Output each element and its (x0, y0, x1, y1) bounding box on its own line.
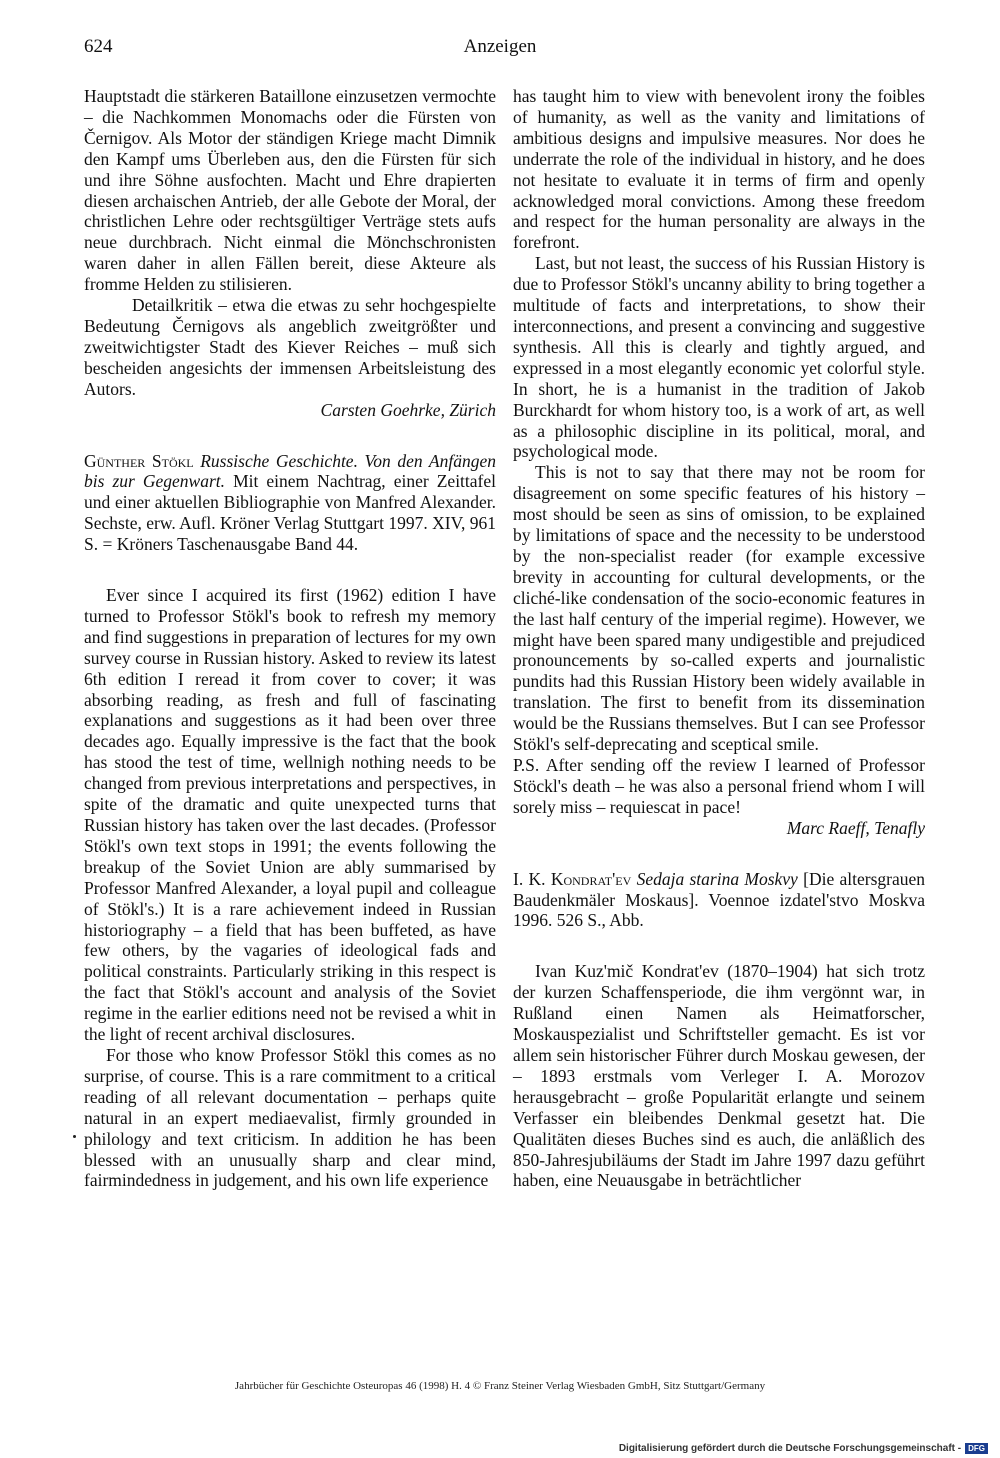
page-number: 624 (84, 36, 113, 57)
spacer (84, 555, 496, 585)
paragraph: has taught him to view with benevolent irony the foibles of humanity, as well as the vanity and limitations of ambitious designs and impulsive measures. Nor does he underrate the role of the individual in history, and he does not hesitate to evaluate it in terms of firm and openly acknowledged moral convictions. Among these freedom and respect for the human personality are always in the forefront. (513, 86, 925, 253)
credit-text: Digitalisierung gefördert durch die Deutsche Forschungsgemeinschaft - (618, 1443, 962, 1454)
entry-details: Mit einem Nachtrag, einer Zeittafel und einer aktuellen Bibliographie von Manfred Alexander. Sechste, erw. Aufl. Kröner Verlag Stuttgart 1997. XIV, 961 S. = Kröners Taschenausgabe Band 44. (84, 471, 497, 555)
postscript: P.S. After sending off the review I learned of Professor Stöckl's death – he was also a personal friend whom I will sorely miss – requiescat in pace! (513, 755, 925, 817)
digitization-credit (619, 1443, 988, 1454)
scan-speck (73, 1135, 76, 1138)
review-entry-heading (513, 869, 925, 932)
paragraph: Hauptstadt die stärkeren Bataillone einzusetzen vermochte – die Nachkommen Monomachs oder die Fürsten von Černigov. Als Motor der ständigen Kriege macht Dimnik den Kampf ums Überleben aus, den die Fürsten für sich und ihre Söhne ausfochten. Macht und Ehre drapierten diesen archaischen Antrieb, der alle Gebote der Moral, der christlichen Lehre oder rechtsgültiger Verträge stets aufs neue durchbrach. Nicht einmal die Mönchschronisten waren daher in allen Fällen bereit, diese Akteure als fromme Helden zu stilisieren. (84, 86, 496, 295)
dfg-logo-icon: DFG (965, 1443, 988, 1454)
entry-author: Günther Stökl (84, 450, 194, 471)
paragraph: This is not to say that there may not be room for disagreement on some specific features of his history – most should be seen as sins of omission, to be explained by limitations of space and the necessity to be understood by the non-specialist reader (for example excessive brevity in accounting for cultural developments, or the cliché-like condensation of the socio-economic features in the last half century of the imperial regime). However, we might have been spared many undigestible and prejudiced pronouncements by so-called experts and journalistic pundits had this Russian History been widely available in translation. The first to benefit from its dissemination would be the Russians themselves. But I can see Professor Stökl's self-deprecating and sceptical smile. (513, 462, 925, 755)
right-column (513, 86, 925, 1191)
entry-author: Kondrat'ev (550, 868, 632, 889)
paragraph: Ever since I acquired its first (1962) edition I have turned to Professor Stökl's book to refresh my memory and find suggestions in preparation of lectures for my own survey course in Russian history. Asked to review its latest 6th edition I reread it from cover to cover; it was absorbing reading, as fresh and full of fascinating explanations and suggestions as it had been over three decades ago. Equally impressive is the fact that the book has stood the test of time, wellnigh nothing needs to be changed from previous interpretations and perspectives, in spite of the dramatic and quite unexpected turns that Russian history has taken over the last decades. (Professor Stökl's own text stops in 1991; the events following the breakup of the Soviet Union are ably summarised by Professor Manfred Alexander, a loyal pupil and colleague of Stökl's.) It is a rare achievement indeed in Russian historiography – a field that has been buffeted, as have few others, by the vagaries of ideological fads and political constraints. Particularly striking in this respect is the fact that Stökl's account and analysis of the Soviet regime in the earlier editions need not be revised a whit in the light of recent archival disclosures. (84, 585, 496, 1045)
paragraph: For those who know Professor Stökl this comes as no surprise, of course. This is a rare commitment to a critical reading of all relevant documentation – perhaps quite natural in an expert mediaevalist, firmly grounded in philology and text criticism. In addition he has been blessed with an unusually sharp and clear mind, fairmindedness in judgement, and his own life experience (84, 1044, 496, 1191)
review-signature: Carsten Goehrke, Zürich (320, 399, 496, 420)
running-title: Anzeigen (463, 36, 537, 57)
review-entry-heading (84, 451, 496, 556)
paragraph: Last, but not least, the success of his Russian History is due to Professor Stökl's uncanny ability to bring together a multitude of facts and interpretations, to show their interconnections, and present a convincing and suggestive synthesis. All this is clearly and tightly argued, and expressed in a most elegantly economic yet colorful style. In short, he is a humanist in the tradition of Jakob Burckhardt for whom history too, is a work of art, as well as a philosophic discipline in its political, moral, and psychological mode. (513, 253, 925, 462)
spacer (84, 421, 496, 451)
journal-footer: Jahrbücher für Geschichte Osteuropas 46 (1998) H. 4 © Franz Steiner Verlag Wiesbaden GmbH, Sitz Stuttgart/Germany (234, 1380, 766, 1392)
spacer (513, 931, 925, 961)
entry-details: [Die altersgrauen Baudenkmäler Moskaus]. Voennoe izdatel'stvo Moskva 1996. 526 S., Abb. (513, 868, 926, 931)
entry-title: Russische Geschichte. Von den Anfängen bis zur Gegenwart. (84, 450, 496, 492)
review-signature: Marc Raeff, Tenafly (786, 817, 925, 838)
left-column (84, 86, 496, 1191)
paragraph: Detailkritik – etwa die etwas zu sehr hochgespielte Bedeutung Černigovs als angeblich zweitgrößter und zweitwichtigster Stadt des Kiever Reiches – muß sich bescheiden angesichts der immensen Arbeitsleistung des Autors. (84, 295, 496, 399)
spacer (513, 839, 925, 869)
entry-initials: I. K. (513, 868, 546, 889)
entry-title: Sedaja starina Moskvy (636, 868, 798, 889)
paragraph: Ivan Kuz'mič Kondrat'ev (1870–1904) hat sich trotz der kurzen Schaffensperiode, die ihm vergönnt war, in Rußland einen Namen als Heimatforscher, Moskauspezialist und Schriftsteller gemacht. Es ist vor allem sein historischer Führer durch Moskau gewesen, der – 1893 erstmals vom Verleger I. A. Morozov herausgebracht – große Popularität erlangte und seinem Verfasser ein bleibendes Denkmal gesetzt hat. Die Qualitäten dieses Buches sind es auch, die anläßlich des 850-Jahresjubiläums der Stadt im Jahre 1997 dazu geführt haben, eine Neuausgabe in beträchtlicher (513, 961, 925, 1191)
